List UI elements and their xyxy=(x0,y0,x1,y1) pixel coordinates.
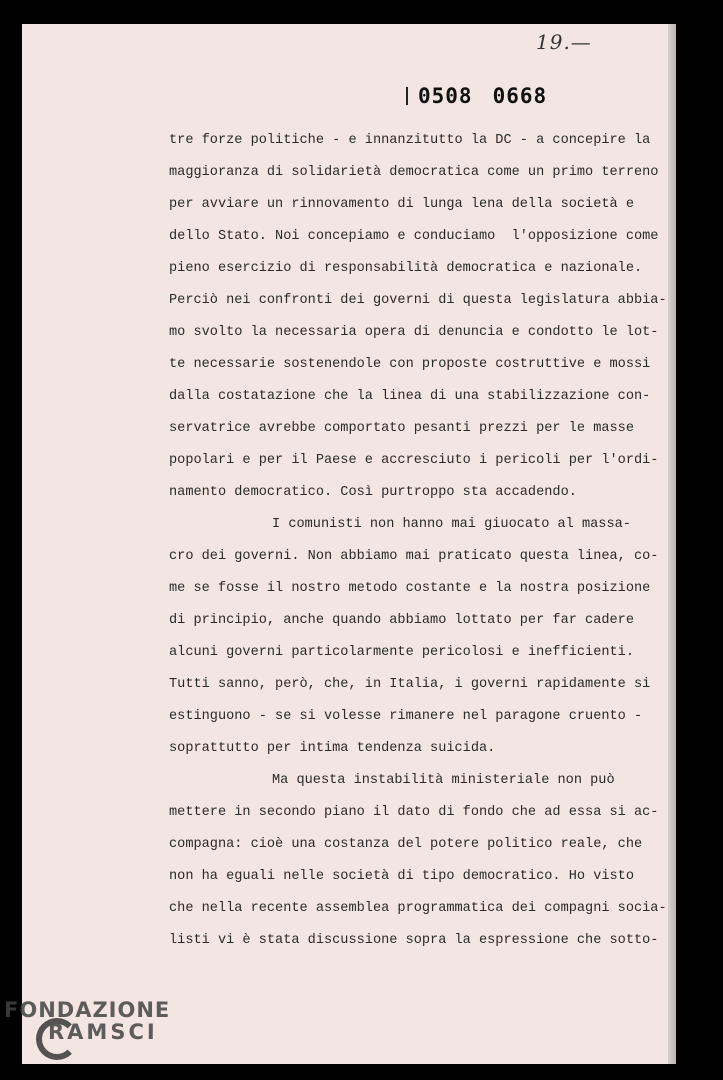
text-line: servatrice avrebbe comportato pesanti prezzi per le masse xyxy=(169,421,634,436)
watermark-line-2: RAMSCI xyxy=(48,1020,158,1044)
text-line: soprattutto per intima tendenza suicida. xyxy=(169,741,496,756)
text-line: Perciò nei confronti dei governi di questa legislatura abbia- xyxy=(169,293,667,308)
text-line: mettere in secondo piano il dato di fondo che ad essa si ac- xyxy=(169,805,659,820)
text-line: Tutti sanno, però, che, in Italia, i governi rapidamente si xyxy=(169,677,651,692)
text-line: pieno esercizio di responsabilità democratica e nazionale. xyxy=(169,261,643,276)
archive-stamp-part-1: 0508 xyxy=(418,84,473,108)
text-line: I comunisti non hanno mai giuocato al massa- xyxy=(272,517,631,532)
text-line: tre forze politiche - e innanzitutto la DC - a concepire la xyxy=(169,133,651,148)
text-line: listi vi è stata discussione sopra la espressione che sotto- xyxy=(169,933,659,948)
text-line: namento democratico. Così purtroppo sta accadendo. xyxy=(169,485,577,500)
stamp-bar xyxy=(406,87,408,105)
watermark-line-1: FONDAZIONE xyxy=(4,998,171,1022)
text-line: me se fosse il nostro metodo costante e la nostra posizione xyxy=(169,581,651,596)
text-line: te necessarie sostenendole con proposte costruttive e mossi xyxy=(169,357,651,372)
text-line: cro dei governi. Non abbiamo mai praticato questa linea, co- xyxy=(169,549,659,564)
text-line: estinguono - se si volesse rimanere nel paragone cruento - xyxy=(169,709,643,724)
archive-stamp-part-2: 0668 xyxy=(492,84,548,108)
text-line: mo svolto la necessaria opera di denuncia e condotto le lot- xyxy=(169,325,659,340)
text-line: maggioranza di solidarietà democratica come un primo terreno xyxy=(169,165,659,180)
text-line: per avviare un rinnovamento di lunga lena della società e xyxy=(169,197,634,212)
text-line: Ma questa instabilità ministeriale non può xyxy=(272,773,615,788)
fondazione-gramsci-watermark xyxy=(4,1000,170,1043)
text-line: alcuni governi particolarmente pericolosi e inefficienti. xyxy=(169,645,634,660)
text-line: popolari e per il Paese e accresciuto i pericoli per l'ordi- xyxy=(169,453,659,468)
text-line: dalla costatazione che la linea di una stabilizzazione con- xyxy=(169,389,651,404)
page-edge xyxy=(668,24,676,1064)
text-line: non ha eguali nelle società di tipo democratico. Ho visto xyxy=(169,869,634,884)
watermark-g-logo-icon xyxy=(36,1018,78,1060)
text-line: dello Stato. Noi concepiamo e conduciamo l'opposizione come xyxy=(169,229,659,244)
handwritten-page-number: 19.— xyxy=(536,30,592,54)
archive-stamp xyxy=(406,84,547,108)
text-line: compagna: cioè una costanza del potere politico reale, che xyxy=(169,837,643,852)
text-line: di principio, anche quando abbiamo lottato per far cadere xyxy=(169,613,634,628)
text-line: che nella recente assemblea programmatica dei compagni socia- xyxy=(169,901,667,916)
